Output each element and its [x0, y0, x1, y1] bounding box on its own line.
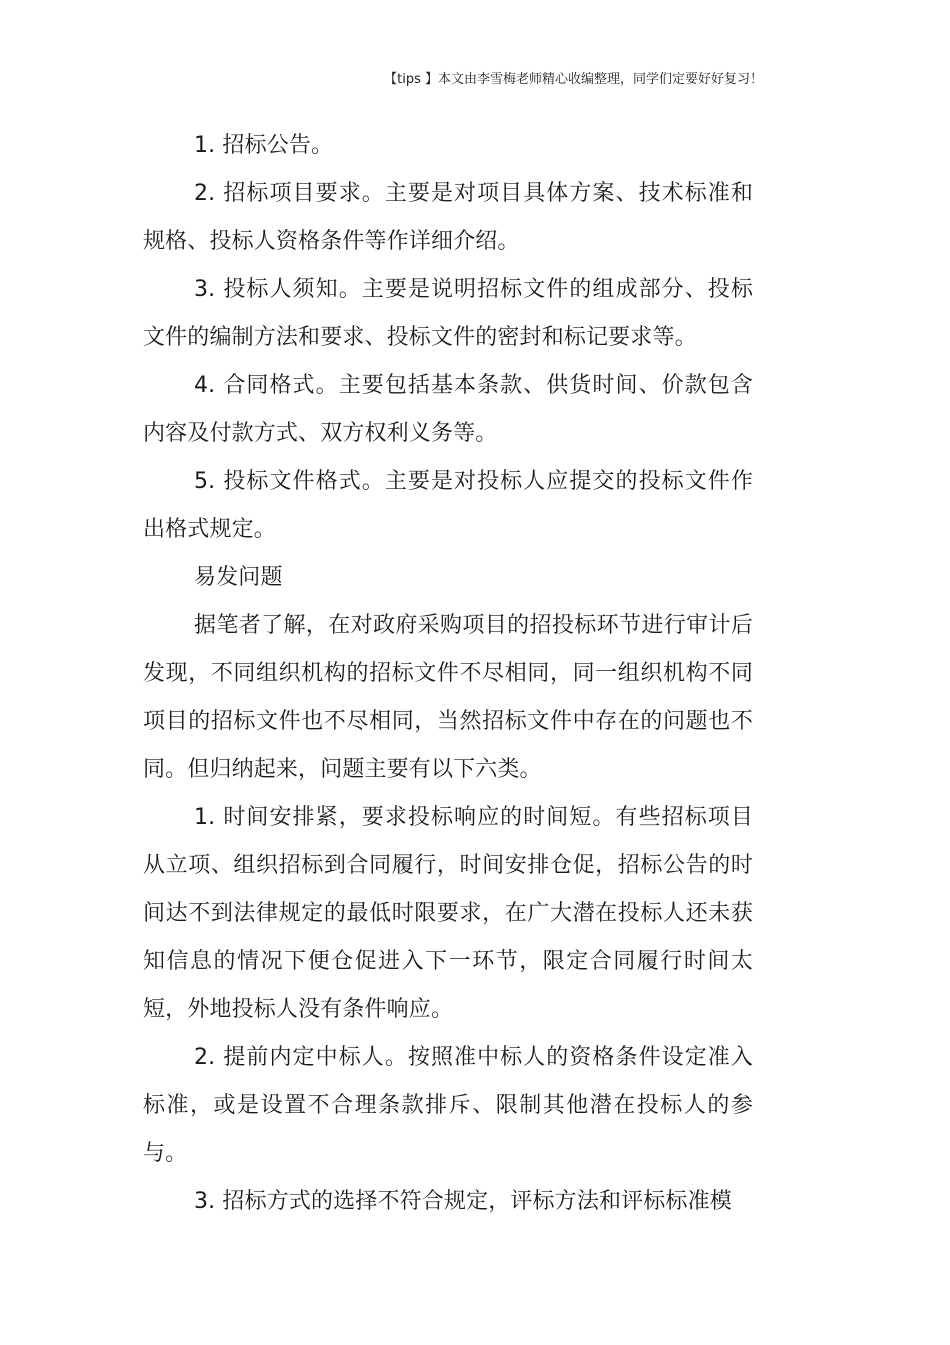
- paragraph-tender-notice: 1. 招标公告。: [194, 133, 334, 158]
- paragraph-contract-format: 4. 合同格式。主要包括基本条款、供货时间、价款包含内容及付款方式、双方权利义务等。: [143, 373, 753, 446]
- paragraph-bid-format: 5. 投标文件格式。主要是对投标人应提交的投标文件作出格式规定。: [143, 469, 753, 542]
- paragraph-project-requirements: 2. 招标项目要求。主要是对项目具体方案、技术标准和规格、投标人资格条件等作详细介绍。: [143, 181, 753, 254]
- section-heading-common-issues: 易发问题: [194, 565, 283, 590]
- paragraph-issue-1: 1. 时间安排紧，要求投标响应的时间短。有些招标项目从立项、组织招标到合同履行，时间安排仓促，招标公告的时间达不到法律规定的最低时限要求，在广大潜在投标人还未获知信息的情况下便仓促进入下一环节，限定合同履行时间太短，外地投标人没有条件响应。: [143, 805, 753, 1022]
- paragraph-issue-3: 3. 招标方式的选择不符合规定，评标方法和评标标准模: [194, 1189, 732, 1214]
- paragraph-bidder-instructions: 3. 投标人须知。主要是说明招标文件的组成部分、投标文件的编制方法和要求、投标文件的密封和标记要求等。: [143, 277, 753, 350]
- paragraph-issues-intro: 据笔者了解，在对政府采购项目的招投标环节进行审计后发现，不同组织机构的招标文件不尽相同，同一组织机构不同项目的招标文件也不尽相同，当然招标文件中存在的问题也不同。但归纳起来，问题主要有以下六类。: [143, 613, 753, 782]
- header-tip: 【tips 】本文由李雪梅老师精心收编整理，同学们定要好好复习！: [384, 72, 763, 87]
- paragraph-issue-2: 2. 提前内定中标人。按照准中标人的资格条件设定准入标准，或是设置不合理条款排斥、限制其他潜在投标人的参与。: [143, 1045, 753, 1166]
- body-text: [143, 122, 753, 1226]
